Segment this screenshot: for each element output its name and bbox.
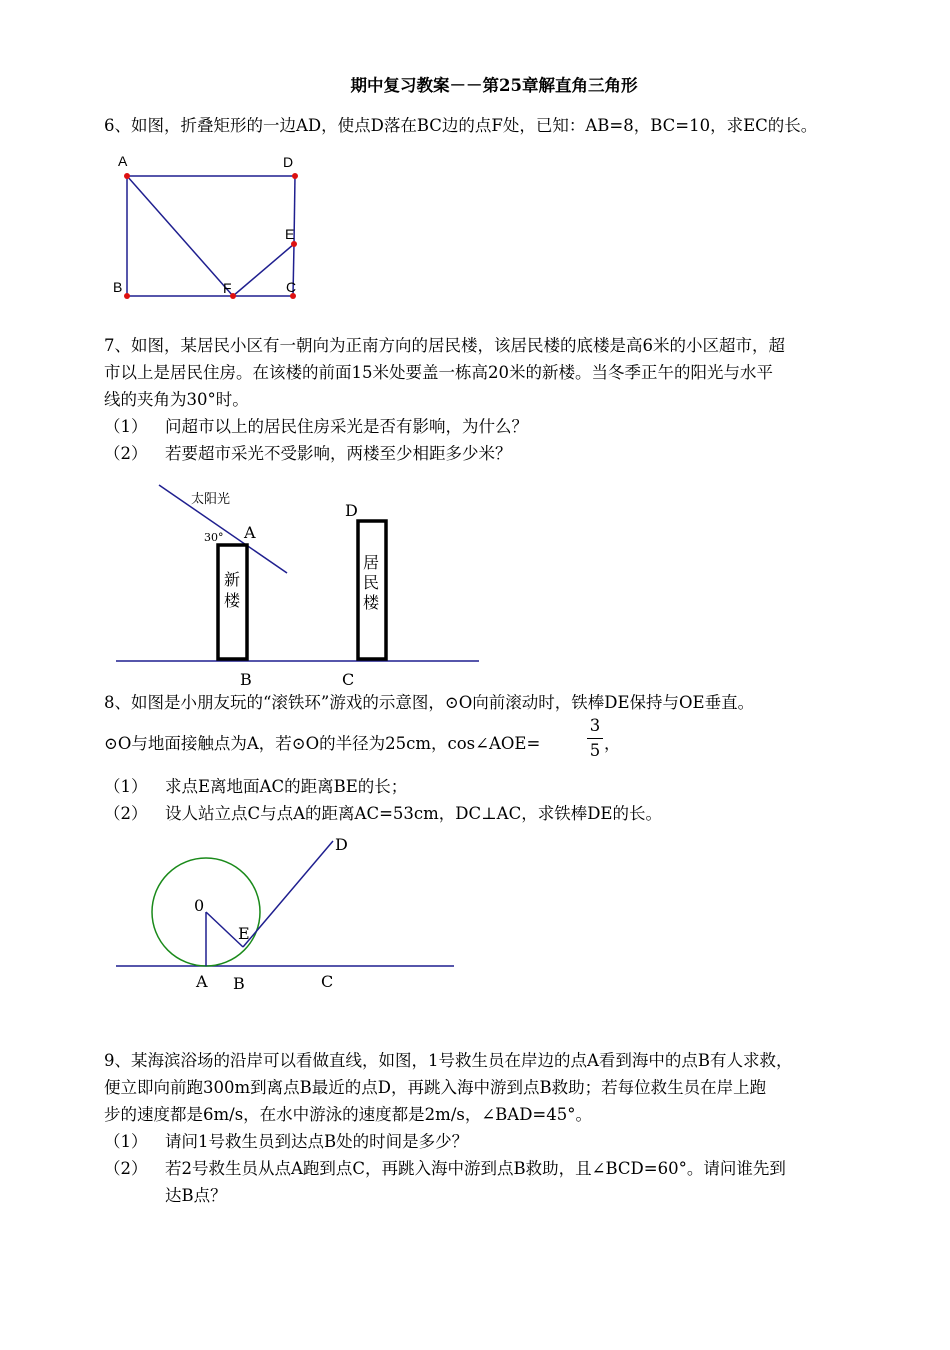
q8-sub2-text: 设人站立点C与点A的距离AC=53cm，DC⊥AC，求铁棒DE的长。 xyxy=(165,804,662,823)
q7-line2: 市以上是居民住房。在该楼的前面15米处要盖一栋高20米的新楼。当冬季正午的阳光与水平 xyxy=(104,363,773,382)
q8-line2-after: ， xyxy=(604,734,621,753)
q8-label-b: B xyxy=(233,974,245,993)
q7-sub1-number: （1） xyxy=(104,417,148,436)
q6-label-c: C xyxy=(286,279,297,295)
q7-label-a: A xyxy=(244,523,256,542)
q8-label-e: E xyxy=(238,924,250,943)
q7-label-b: B xyxy=(240,670,252,689)
q8-line2-before: ⊙O与地面接触点为A，若⊙O的半径为25cm，cos∠AOE= xyxy=(104,734,541,753)
q7-sunlight-label: 太阳光 xyxy=(191,492,231,507)
q9-sub2-text-a: 若2号救生员从点A跑到点C，再跳入海中游到点B救助，且∠BCD=60°。请问谁先到 xyxy=(165,1159,786,1178)
q7-sub1-text: 问超市以上的居民住房采光是否有影响，为什么？ xyxy=(165,417,528,436)
q9-line2: 便立即向前跑300m到离点B最近的点D，再跳入海中游到点B救助；若每位救生员在岸上跑 xyxy=(104,1078,767,1097)
q9-line3: 步的速度都是6m/s，在水中游泳的速度都是2m/s，∠BAD=45°。 xyxy=(104,1105,593,1124)
q7-new-building-char2: 楼 xyxy=(224,591,241,610)
q9-sub2-number: （2） xyxy=(104,1159,148,1178)
q7-line1: 7、如图，某居民小区有一朝向为正南方向的居民楼，该居民楼的底楼是高6米的小区超市，超 xyxy=(104,336,785,355)
q7-label-c: C xyxy=(342,670,355,689)
q6-label-e: E xyxy=(285,226,295,242)
q6-label-d: D xyxy=(283,154,294,170)
q7-residential-char1: 居 xyxy=(363,553,380,572)
q6-text: 6、如图，折叠矩形的一边AD，使点D落在BC边的点F处，已知：AB=8，BC=10，求EC的长。 xyxy=(104,116,818,135)
q8-line1: 8、如图是小朋友玩的“滚铁环”游戏的示意图，⊙O向前滚动时，铁棒DE保持与OE垂直。 xyxy=(104,693,755,712)
q8-label-c: C xyxy=(321,972,334,991)
q6-label-b: B xyxy=(113,279,123,295)
q7-residential-char3: 楼 xyxy=(363,593,380,612)
q8-sub1-number: （1） xyxy=(104,777,148,796)
q9-sub1-number: （1） xyxy=(104,1132,148,1151)
q8-frac-denominator: 5 xyxy=(589,741,601,760)
q8-label-o: 0 xyxy=(194,896,205,915)
q7-residential-char2: 民 xyxy=(363,573,380,592)
q7-new-building-char1: 新 xyxy=(224,570,241,589)
q7-label-d: D xyxy=(345,501,358,520)
page-title: 期中复习教案－－第25章解直角三角形 xyxy=(350,76,638,95)
q7-line3: 线的夹角为30°时。 xyxy=(104,390,249,409)
q8-label-d: D xyxy=(335,835,348,854)
q8-label-a: A xyxy=(196,972,208,991)
q9-sub2-text-b: 达B点？ xyxy=(165,1186,227,1205)
q8-sub2-number: （2） xyxy=(104,804,148,823)
q7-sub2-number: （2） xyxy=(104,444,148,463)
q9-line1: 9、某海滨浴场的沿岸可以看做直线，如图，1号救生员在岸边的点A看到海中的点B有人求救， xyxy=(104,1051,793,1070)
q8-frac-numerator: 3 xyxy=(589,716,601,735)
q7-angle-label: 30° xyxy=(204,531,224,544)
q7-sub2-text: 若要超市采光不受影响，两楼至少相距多少米？ xyxy=(165,444,512,463)
q6-label-a: A xyxy=(118,153,128,169)
q8-sub1-text: 求点E离地面AC的距离BE的长； xyxy=(165,777,408,796)
q9-sub1-text: 请问1号救生员到达点B处的时间是多少？ xyxy=(165,1132,469,1151)
q6-label-f: F xyxy=(223,280,232,296)
